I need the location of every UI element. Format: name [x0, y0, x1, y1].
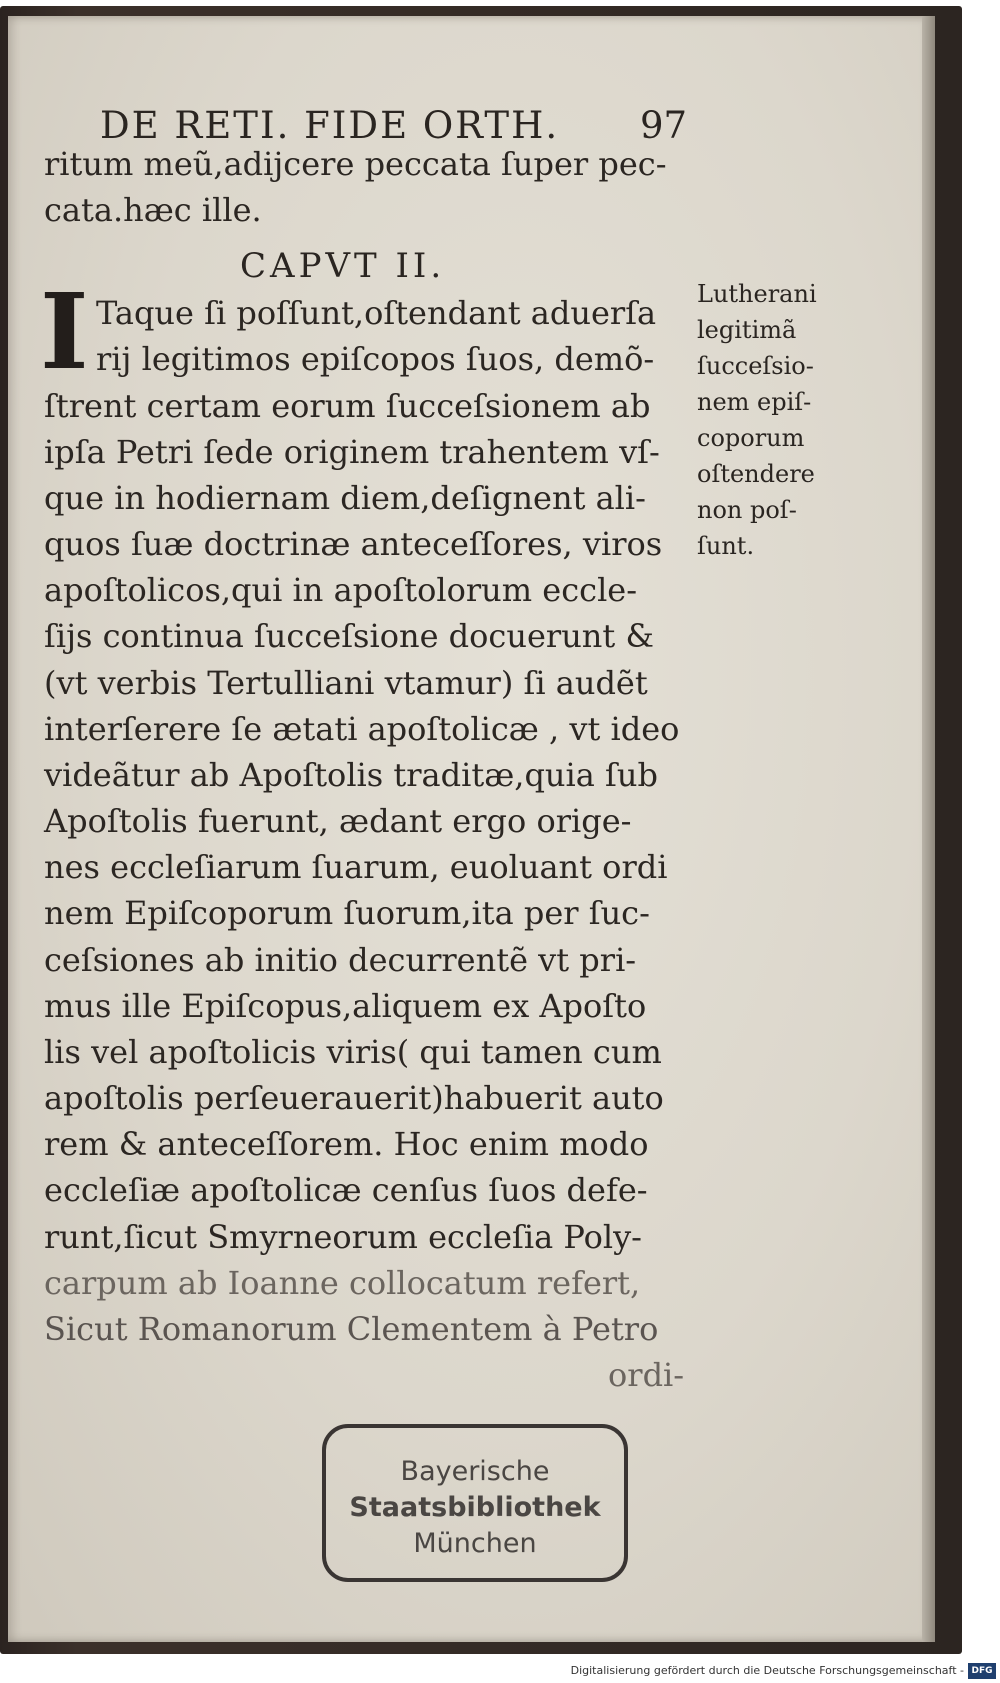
margin-note-line: nem epiſ-	[697, 388, 812, 416]
text-line: eccleſiæ apoſtolicæ cenſus ſuos defe-	[44, 1171, 648, 1209]
text-line: (vt verbis Tertulliani vtamur) ſi audẽt	[44, 664, 648, 702]
running-head: DE RETI. FIDE ORTH.	[100, 104, 560, 147]
text-line: rij legitimos epiſcopos ſuos, demõ-	[96, 340, 655, 378]
dfg-logo-icon: DFG	[968, 1663, 996, 1679]
drop-cap: I	[40, 270, 89, 393]
stamp-line: Staatsbibliothek	[349, 1492, 601, 1523]
text-line: quos ſuæ doctrinæ anteceſſores, viros	[44, 525, 663, 563]
margin-note-line: ſunt.	[697, 532, 755, 560]
text-line: nes eccleſiarum ſuarum, euoluant ordi	[44, 848, 668, 886]
margin-note-line: ſucceſsio-	[697, 352, 814, 380]
funding-notice: Digitalisierung gefördert durch die Deutsche Forschungsgemeinschaft -	[570, 1664, 964, 1677]
page-edge	[922, 16, 935, 1642]
text-line: ſijs continua ſucceſsione docuerunt &	[44, 617, 654, 655]
text-line: mus ille Epiſcopus,aliquem ex Apoſto	[44, 987, 647, 1025]
stamp-line: Bayerische	[400, 1456, 550, 1487]
text-line: Taque ſi poſſunt,oſtendant aduerſa	[96, 294, 657, 332]
text-line: ipſa Petri ſede originem trahentem vſ-	[44, 433, 660, 471]
margin-note-line: legitimã	[697, 316, 797, 344]
stamp-line: München	[413, 1528, 537, 1559]
text-line: que in hodiernam diem,deſignent ali-	[44, 479, 646, 517]
chapter-heading: CAPVT II.	[240, 246, 446, 286]
text-line: cata.hæc ille.	[44, 191, 262, 229]
text-line: Apoſtolis fuerunt, ædant ergo orige-	[44, 802, 632, 840]
text-line: ritum meũ,adijcere peccata ſuper pec-	[44, 145, 667, 183]
text-line: nem Epiſcoporum ſuorum,ita per ſuc-	[44, 894, 650, 932]
text-line: carpum ab Ioanne collocatum refert,	[44, 1264, 641, 1302]
margin-note-line: coporum	[697, 424, 805, 452]
text-line: ceſsiones ab initio decurrentẽ vt pri-	[44, 941, 637, 979]
library-stamp	[322, 1424, 628, 1582]
footer-bar	[0, 1662, 1000, 1683]
margin-note-line: non poſ-	[697, 496, 797, 524]
margin-note-line: oſtendere	[697, 460, 815, 488]
text-line: videãtur ab Apoſtolis traditæ,quia ſub	[44, 756, 658, 794]
text-line: apoſtolis perſeuerauerit)habuerit auto	[44, 1079, 664, 1117]
catchword: ordi-	[608, 1356, 685, 1394]
text-line: Sicut Romanorum Clementem à Petro	[44, 1310, 659, 1348]
text-line: ſtrent certam eorum ſucceſsionem ab	[44, 387, 651, 425]
text-line: apoſtolicos,qui in apoſtolorum eccle-	[44, 571, 638, 609]
text-line: runt,ſicut Smyrneorum eccleſia Poly-	[44, 1218, 642, 1256]
page-number: 97	[640, 104, 688, 147]
text-line: interſerere ſe ætati apoſtolicæ , vt ideo	[44, 710, 680, 748]
marginal-note	[697, 276, 857, 564]
margin-note-line: Lutherani	[697, 280, 817, 308]
text-line: rem & anteceſſorem. Hoc enim modo	[44, 1125, 649, 1163]
text-line: lis vel apoſtolicis viris( qui tamen cum	[44, 1033, 662, 1071]
